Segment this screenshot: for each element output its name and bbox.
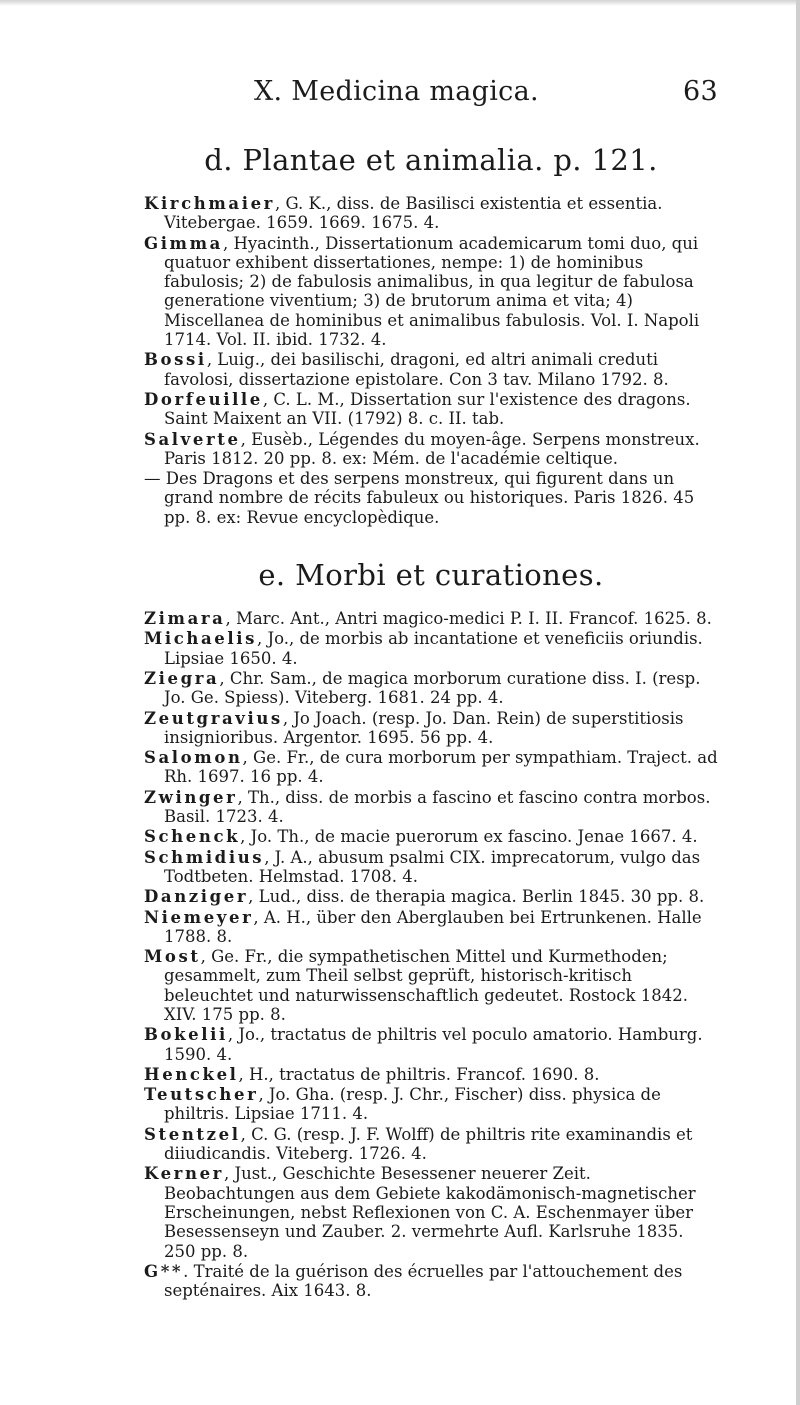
bibliography-list (144, 194, 718, 527)
author-name: Kirchmaier (144, 194, 275, 213)
bibliography-entry (144, 908, 718, 947)
page-number: 63 (683, 76, 718, 107)
author-name: Zeutgravius (144, 708, 283, 728)
author-name: Schmidius (144, 847, 265, 867)
ditto-dash: — (144, 469, 161, 489)
bibliography-entry (144, 709, 718, 748)
author-name: Salomon (144, 748, 243, 768)
author-name: Gimma (144, 233, 223, 253)
citation-text: , Eusèb., Légendes du moyen-âge. Serpens monstreux. Paris 1812. 20 pp. 8. ex: Mém. de l'académie celtique. (164, 429, 700, 468)
bibliography-entry (144, 748, 718, 787)
bibliography-entry (144, 788, 718, 827)
citation-text: , Jo Joach. (resp. Jo. Dan. Rein) de superstitiosis insignioribus. Argentor. 1695. 56 pp. 4. (164, 708, 684, 747)
citation-text: , Jo. Th., de macie puerorum ex fascino. Jenae 1667. 4. (240, 827, 698, 847)
author-name: Most (144, 947, 201, 967)
citation-text: , Marc. Ant., Antri magico-medici P. I. II. Francof. 1625. 8. (225, 609, 712, 629)
bibliography-entry (144, 1164, 718, 1260)
citation-text: , Chr. Sam., de magica morborum curatione diss. I. (resp. Jo. Ge. Spiess). Viteberg. 1681. 24 pp. 4. (164, 668, 701, 708)
bibliography-entry (144, 430, 718, 469)
bibliography-entry (144, 234, 718, 350)
citation-text: , Jo., de morbis ab incantatione et veneficiis oriundis. Lipsiae 1650. 4. (164, 629, 703, 668)
bibliography-entry (144, 1262, 718, 1301)
citation-text: , Ge. Fr., die sympathetischen Mittel und Kurmethoden; gesammelt, zum Theil selbst geprüft, historisch-kritisch beleuchtet und naturwissenschaftlich gedeutet. Rostock 1842. XIV. 175 pp. 8. (164, 947, 689, 1024)
author-name: Bokelii (144, 1025, 228, 1045)
author-name: G** (144, 1261, 184, 1281)
bibliography-entry (144, 669, 718, 708)
author-name: Salverte (144, 429, 241, 449)
author-name: Dorfeuille (144, 389, 263, 409)
author-name: Kerner (144, 1164, 224, 1184)
author-name: Schenck (144, 827, 241, 847)
bibliography-entry (144, 390, 718, 429)
citation-text: , C. L. M., Dissertation sur l'existence des dragons. Saint Maixent an VII. (1792) 8. c. II. tab. (164, 389, 691, 429)
bibliography-entry (144, 1125, 718, 1164)
section-morbi-et-curationes (144, 555, 718, 1300)
citation-text: , Jo. Gha. (resp. J. Chr., Fischer) diss. physica de philtris. Lipsiae 1711. 4. (164, 1085, 661, 1124)
section-heading: e. Morbi et curationes. (258, 558, 604, 593)
bibliography-entry (144, 1065, 718, 1084)
author-name: Bossi (144, 350, 207, 370)
citation-text: , Jo., tractatus de philtris vel poculo amatorio. Hamburg. 1590. 4. (164, 1025, 703, 1064)
citation-text: , Hyacinth., Dissertationum academicarum tomi duo, qui quatuor exhibent dissertationes, nempe: 1) de hominibus fabulosis; 2) de fabulosis animalibus, in qua legitur de fabulosa generatione viventium; 3) de brutorum anima et vita; 4) Miscellanea de hominibus et animalibus fabulosis. Vol. I. Napoli 1714. Vol. II. ibid. 1732. 4. (164, 233, 700, 350)
citation-text: , Luig., dei basilischi, dragoni, ed altri animali creduti favolosi, dissertazione epistolare. Con 3 tav. Milano 1792. 8. (164, 350, 669, 389)
author-name: Henckel (144, 1064, 239, 1084)
section-plantae-et-animalia (144, 140, 718, 527)
author-name: Ziegra (144, 668, 220, 688)
citation-text: , A. H., über den Aberglauben bei Ertrunkenen. Halle 1788. 8. (164, 907, 702, 946)
author-name: Niemeyer (144, 907, 254, 927)
citation-text: . Traité de la guérison des écruelles par l'attouchement des septénaires. Aix 1643. 8. (164, 1261, 683, 1301)
citation-text: , Th., diss. de morbis a fascino et fascino contra morbos. Basil. 1723. 4. (164, 787, 711, 827)
running-head-title: X. Medicina magica. (254, 76, 539, 107)
scan-edge-top (0, 0, 800, 6)
citation-text: , H., tractatus de philtris. Francof. 1690. 8. (238, 1064, 600, 1084)
citation-text: , Ge. Fr., de cura morborum per sympathiam. Traject. ad Rh. 1697. 16 pp. 4. (164, 748, 718, 787)
author-name: Michaelis (144, 629, 257, 649)
bibliography-entry (144, 848, 718, 887)
bibliography-entry (144, 350, 718, 389)
author-name: Zwinger (144, 787, 238, 807)
author-name: Danziger (144, 887, 249, 907)
citation-text: Des Dragons et des serpens monstreux, qui figurent dans un grand nombre de récits fabuleux ou historiques. Paris 1826. 45 pp. 8. ex: Revue encyclopèdique. (160, 469, 695, 527)
bibliography-entry (144, 887, 718, 906)
author-name: Teutscher (144, 1085, 259, 1105)
bibliography-entry (144, 629, 718, 668)
citation-text: , Just., Geschichte Besessener neuerer Zeit. Beobachtungen aus dem Gebiete kakodämonisch-magnetischer Erscheinungen, nebst Reflexionen von C. A. Eschenmayer über Besessenseyn und Zauber. 2. vermehrte Aufl. Karlsruhe 1835. 250 pp. 8. (164, 1164, 696, 1261)
bibliography-entry (144, 827, 718, 846)
citation-text: , J. A., abusum psalmi CIX. imprecatorum, vulgo das Todtbeten. Helmstad. 1708. 4. (164, 847, 701, 886)
bibliography-entry (144, 194, 718, 233)
bibliography-entry (144, 469, 718, 527)
book-page (144, 72, 718, 1301)
bibliography-entry (144, 947, 718, 1024)
scan-edge-right (796, 0, 800, 1405)
running-head (144, 72, 718, 112)
author-name: Zimara (144, 609, 226, 629)
bibliography-entry (144, 1025, 718, 1064)
citation-text: , Lud., diss. de therapia magica. Berlin 1845. 30 pp. 8. (248, 887, 705, 907)
author-name: Stentzel (144, 1124, 241, 1144)
section-heading: d. Plantae et animalia. p. 121. (204, 143, 658, 177)
bibliography-entry (144, 609, 718, 628)
citation-text: , C. G. (resp. J. F. Wolff) de philtris rite examinandis et diiudicandis. Viteberg. 1726. 4. (164, 1124, 693, 1164)
bibliography-list (144, 609, 718, 1300)
citation-text: , G. K., diss. de Basilisci existentia et essentia. Vitebergae. 1659. 1669. 1675. 4. (164, 194, 663, 233)
bibliography-entry (144, 1085, 718, 1124)
